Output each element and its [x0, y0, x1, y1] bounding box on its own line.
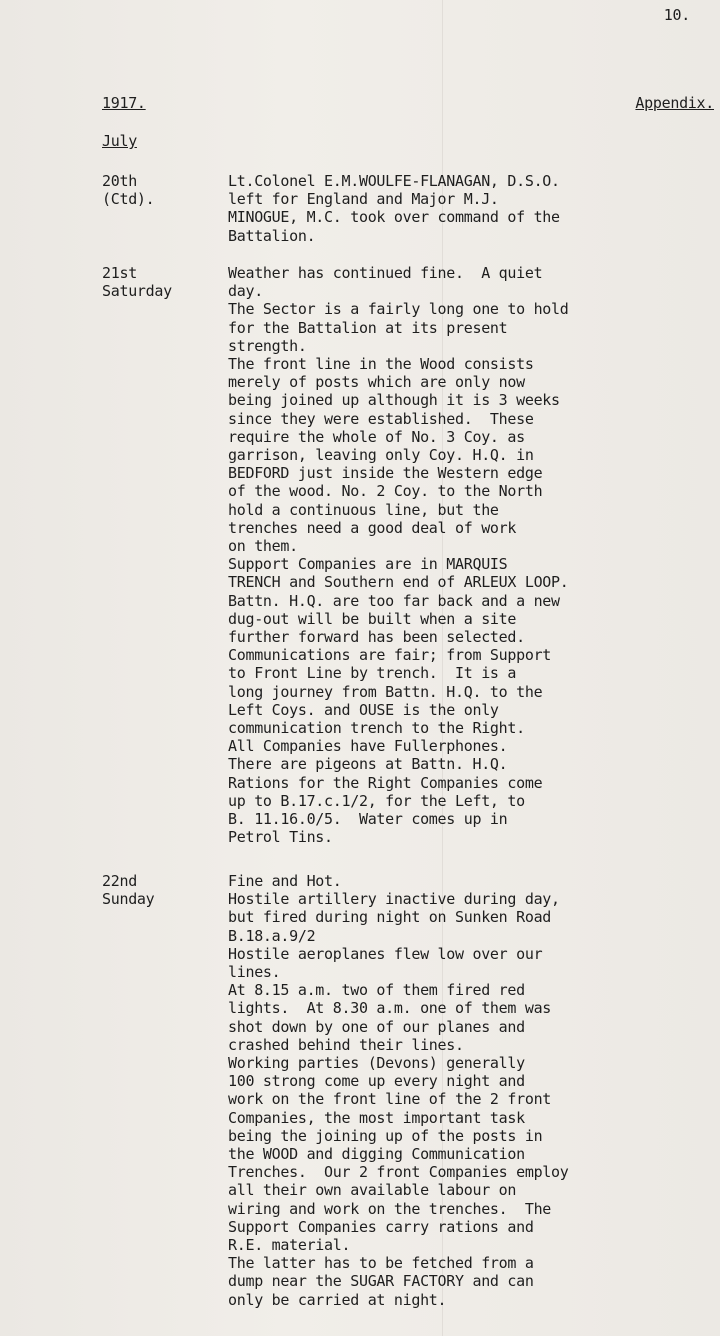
- entry-date-21st: 21st Saturday: [102, 264, 172, 301]
- entry-date-20th: 20th (Ctd).: [102, 172, 155, 209]
- entry-text-20th: Lt.Colonel E.M.WOULFE-FLANAGAN, D.S.O. left for England and Major M.J. MINOGUE, M.C. took over command of the Battalion.: [228, 172, 560, 245]
- year-heading: 1917.: [102, 94, 146, 112]
- entry-date-22nd: 22nd Sunday: [102, 872, 155, 909]
- page-number: 10.: [663, 6, 690, 24]
- appendix-heading: Appendix.: [635, 94, 714, 112]
- month-heading: July: [102, 132, 137, 150]
- entry-text-21st: Weather has continued fine. A quiet day. The Sector is a fairly long one to hold for the Battalion at its present strength. The front line in the Wood consists merely of posts which are only now being joined up although it is 3 weeks since they were established. These require the whole of No. 3 Coy. as garrison, leaving only Coy. H.Q. in BEDFORD just inside the Western edge of the wood. No. 2 Coy. to the North hold a continuous line, but the trenches need a good deal of work on them. Support Companies are in MARQUIS TRENCH and Southern end of ARLEUX LOOP. Battn. H.Q. are too far back and a new dug-out will be built when a site further forward has been selected. Communications are fair; from Support to Front Line by trench. It is a long journey from Battn. H.Q. to the Left Coys. and OUSE is the only communication trench to the Right. All Companies have Fullerphones. There are pigeons at Battn. H.Q. Rations for the Right Companies come up to B.17.c.1/2, for the Left, to B. 11.16.0/5. Water comes up in Petrol Tins.: [228, 264, 569, 847]
- entry-text-22nd: Fine and Hot. Hostile artillery inactive during day, but fired during night on Sunken Road B.18.a.9/2 Hostile aeroplanes flew low over our lines. At 8.15 a.m. two of them fired red lights. At 8.30 a.m. one of them was shot down by one of our planes and crashed behind their lines. Working parties (Devons) generally 100 strong come up every night and work on the front line of the 2 front Companies, the most important task being the joining up of the posts in the WOOD and digging Communication Trenches. Our 2 front Companies employ all their own available labour on wiring and work on the trenches. The Support Companies carry rations and R.E. material. The latter has to be fetched from a dump near the SUGAR FACTORY and can only be carried at night.: [228, 872, 569, 1309]
